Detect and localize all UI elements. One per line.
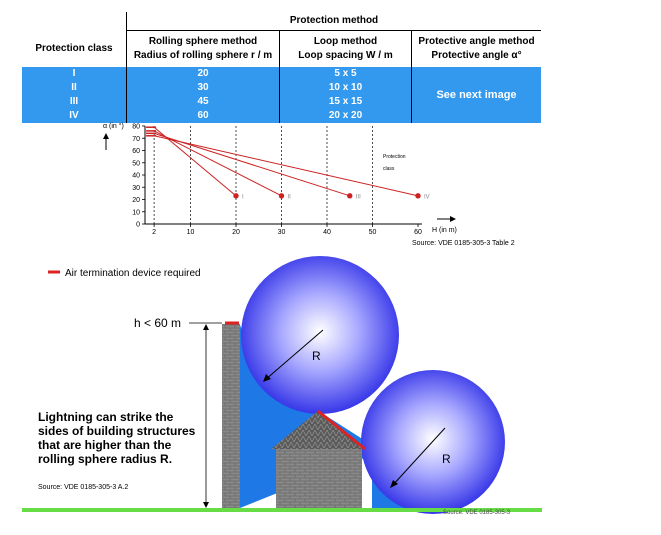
y-tick-label: 40 — [132, 172, 140, 180]
loop-cell: 10 x 10 — [280, 81, 412, 95]
height-arrow-up-icon — [203, 324, 209, 330]
y-axis-label: α (in °) — [103, 123, 124, 130]
x-tick-label: 40 — [323, 229, 331, 236]
plot-area — [132, 124, 429, 237]
radius-cell: 20 — [127, 67, 280, 81]
x-tick-label: 50 — [368, 229, 377, 236]
caption-line2: sides of building structures — [38, 424, 196, 438]
house-body — [276, 449, 362, 509]
radius-cell: 30 — [127, 81, 280, 95]
radius-cell: 45 — [127, 95, 280, 109]
radius-label-upper: R — [312, 349, 321, 363]
series-point-IV — [415, 193, 420, 198]
series-label: IV — [424, 194, 430, 201]
rolling-sphere-lower — [361, 370, 505, 514]
series-label: II — [287, 194, 291, 201]
y-tick-label: 50 — [132, 160, 140, 168]
radius-cell: 60 — [127, 109, 280, 123]
rolling-sphere-illustration — [0, 250, 661, 535]
x-tick-label: 30 — [277, 229, 286, 236]
header-rolling-line1: Rolling sphere method — [148, 36, 258, 47]
caption-line1: Lightning can strike the — [38, 410, 174, 424]
y-tick-label: 70 — [132, 135, 140, 143]
class-cell: II — [22, 81, 127, 95]
x-tick-label: 10 — [186, 229, 195, 236]
series-point-I — [233, 193, 238, 198]
x-tick-label: 20 — [232, 229, 240, 236]
legend-title-line2: class — [383, 166, 395, 172]
loop-cell: 20 x 20 — [280, 109, 412, 123]
header-loop-line2: Loop spacing W / m — [298, 50, 393, 61]
header-angle-line1: Protective angle method — [418, 36, 535, 47]
series-label: III — [355, 194, 361, 201]
height-arrow-down-icon — [203, 502, 209, 508]
series-line-IV — [154, 136, 418, 196]
chimney — [222, 324, 240, 510]
table-row — [22, 67, 541, 81]
legend-text: Air termination device required — [65, 268, 201, 279]
protection-table — [22, 12, 541, 123]
series-point-II — [279, 193, 284, 198]
illustration-source: Source: VDE 0185-305-3 A.2 — [38, 484, 129, 491]
protection-method-header: Protection method — [127, 12, 542, 31]
series-label: I — [242, 194, 244, 201]
header-angle-line2: Protective angle α° — [431, 50, 522, 61]
x-arrowhead-icon — [450, 216, 456, 222]
bottom-source: Source: VDE 0185-305-3 — [443, 510, 511, 516]
y-tick-label: 80 — [132, 123, 140, 131]
height-label: h < 60 m — [134, 316, 182, 330]
header-rolling-sphere — [127, 31, 280, 68]
y-tick-label: 20 — [132, 197, 140, 204]
y-arrowhead-icon — [103, 133, 109, 139]
x-tick-label: 60 — [414, 229, 422, 236]
chart-source: Source: VDE 0185-305-3 Table 2 — [412, 240, 515, 247]
x-tick-label: 2 — [152, 229, 157, 236]
header-loop — [280, 31, 412, 68]
legend-title-line1: Protection — [383, 154, 406, 160]
y-tick-label: 0 — [136, 221, 140, 229]
radius-label-lower: R — [442, 452, 451, 466]
y-tick-label: 30 — [132, 184, 140, 192]
class-cell: III — [22, 95, 127, 109]
angle-note: See next image — [412, 67, 542, 123]
class-cell: IV — [22, 109, 127, 123]
class-cell: I — [22, 67, 127, 81]
header-rolling-line2: Radius of rolling sphere r / m — [133, 50, 273, 61]
rolling-sphere-upper — [241, 256, 399, 414]
y-tick-label: 10 — [132, 209, 140, 217]
caption-line4: rolling sphere radius R. — [38, 452, 173, 466]
loop-cell: 15 x 15 — [280, 95, 412, 109]
header-loop-line1: Loop method — [313, 36, 378, 47]
loop-cell: 5 x 5 — [280, 67, 412, 81]
caption-line3: that are higher than the — [38, 438, 172, 452]
protective-angle-chart — [95, 118, 565, 250]
series-point-III — [347, 193, 352, 198]
header-angle — [412, 31, 542, 68]
x-axis-label: H (in m) — [432, 227, 457, 234]
header-protection-class: Protection class — [35, 42, 113, 54]
y-tick-label: 60 — [132, 148, 140, 155]
